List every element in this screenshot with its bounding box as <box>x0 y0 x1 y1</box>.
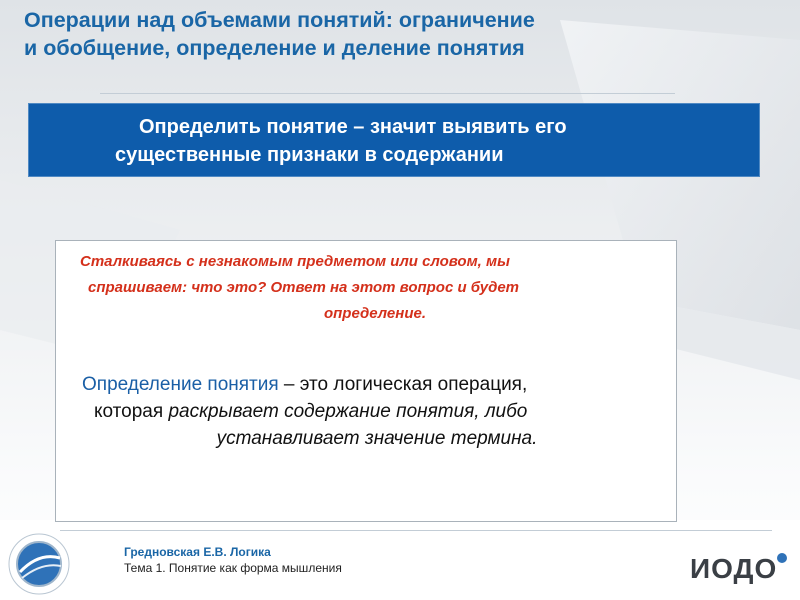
banner-line-2: существенные признаки в содержании <box>115 144 504 166</box>
footer-topic: Тема 1. Понятие как форма мышления <box>124 561 342 575</box>
banner-line-1: Определить понятие – значит выявить его <box>139 116 567 138</box>
definition-term: Определение понятия <box>82 374 279 395</box>
intro-line-2: спрашиваем: что это? Ответ на этот вопрос и будет <box>88 279 520 296</box>
definition-text-2b: раскрывает содержание понятия, либо <box>168 401 528 422</box>
definition-text-1: – это логическая операция, <box>278 374 528 395</box>
svg-text:ИОДО: ИОДО <box>690 553 778 584</box>
banner-text <box>107 113 707 169</box>
top-divider <box>100 93 675 94</box>
definition-text-3: устанавливает значение термина. <box>216 428 538 449</box>
intro-line-1: Сталкиваясь с незнакомым предметом или словом, мы <box>80 253 510 270</box>
footer-author: Гредновская Е.В. Логика <box>124 545 271 559</box>
page-title <box>24 6 784 62</box>
title-line-2: и обобщение, определение и деление понятия <box>24 36 525 60</box>
definition-text <box>82 371 672 452</box>
intro-line-3: определение. <box>323 305 427 322</box>
definition-text-2a: которая <box>94 401 169 422</box>
title-line-1: Операции над объемами понятий: ограничение <box>24 8 535 32</box>
definition-banner <box>28 103 760 177</box>
intro-text <box>80 249 670 327</box>
content-panel <box>55 240 677 522</box>
iodo-logo <box>688 548 794 588</box>
bottom-divider <box>60 530 772 531</box>
internet-university-logo <box>6 532 74 596</box>
